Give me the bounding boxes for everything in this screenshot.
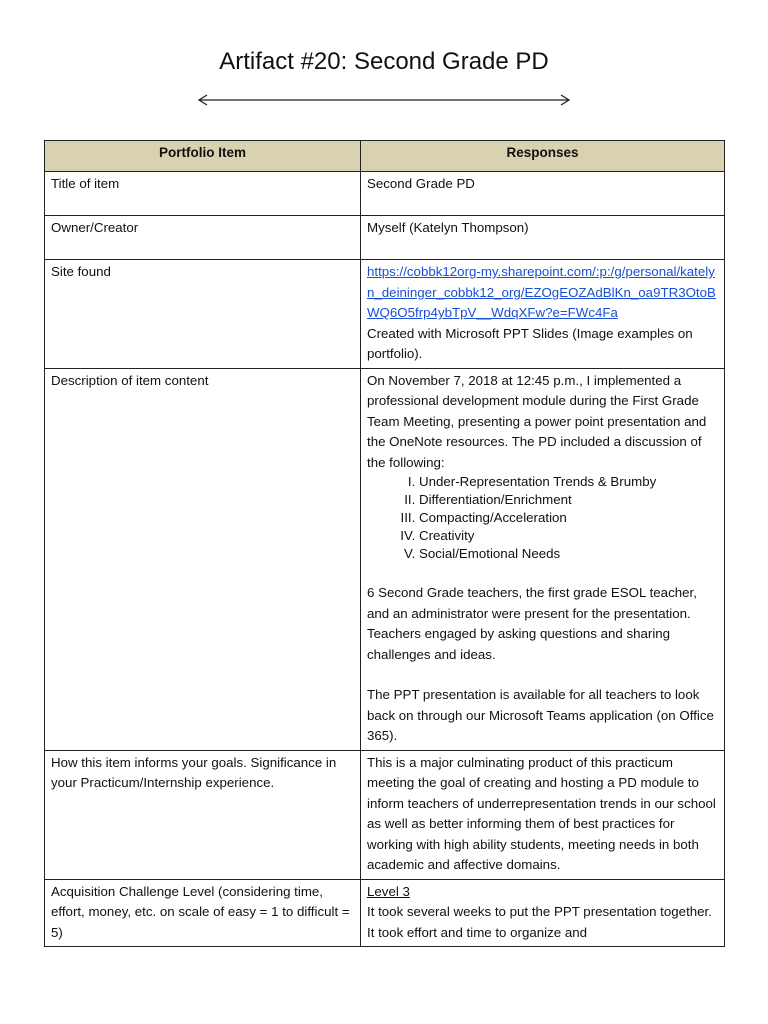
description-availability: The PPT presentation is available for all teachers to look back on through our Microsoft Teams application (on Office 365). [367, 687, 714, 743]
row-label: How this item informs your goals. Significance in your Practicum/Internship experience. [45, 750, 361, 879]
header-portfolio-item: Portfolio Item [45, 141, 361, 172]
row-response: Second Grade PD [361, 172, 725, 216]
description-attendance: 6 Second Grade teachers, the first grade ESOL teacher, and an administrator were present for the presentation. Teachers engaged by asking questions and sharing challenges and ideas. [367, 585, 697, 662]
table-row-description [45, 368, 725, 750]
row-response: Myself (Katelyn Thompson) [361, 216, 725, 260]
list-item: V. Social/Emotional Needs [419, 545, 718, 563]
row-response [361, 260, 725, 369]
list-item: II. Differentiation/Enrichment [419, 491, 718, 509]
table-row-owner [45, 216, 725, 260]
row-label: Title of item [45, 172, 361, 216]
table-row-site [45, 260, 725, 369]
page-title: Artifact #20: Second Grade PD [219, 48, 549, 75]
table-header-row [45, 141, 725, 172]
list-item: IV. Creativity [419, 527, 718, 545]
portfolio-table [44, 140, 725, 947]
row-label: Description of item content [45, 368, 361, 750]
list-item: III. Compacting/Acceleration [419, 509, 718, 527]
table-row-challenge [45, 879, 725, 947]
sharepoint-link[interactable]: https://cobbk12org-my.sharepoint.com/:p:/g/personal/katelyn_deininger_cobbk12_org/EZOgEOZAdBlKn_oa9TR3OtoBWQ6O5frp4ybTpV__WdqXFw?e=FWc4Fa [367, 264, 716, 320]
description-intro: On November 7, 2018 at 12:45 p.m., I implemented a professional development module during the First Grade Team Meeting, presenting a power point presentation and the OneNote resources. The PD included a discussion of the following: [367, 372, 707, 470]
row-label: Owner/Creator [45, 216, 361, 260]
table-row-title [45, 172, 725, 216]
header-responses: Responses [361, 141, 725, 172]
row-response [361, 879, 725, 947]
double-arrow-icon [196, 92, 572, 108]
row-response [361, 368, 725, 750]
row-response: This is a major culminating product of this practicum meeting the goal of creating and hosting a PD module to inform teachers of underrepresentation trends in our school as well as better informing them of best practices for working with high ability students, meeting needs in both academic and affective domains. [361, 750, 725, 879]
row-label: Acquisition Challenge Level (considering time, effort, money, etc. on scale of easy = 1 to difficult = 5) [45, 879, 361, 947]
challenge-text: It took several weeks to put the PPT presentation together. It took effort and time to organize and [367, 904, 712, 940]
table-row-goals [45, 750, 725, 879]
challenge-level: Level 3 [367, 883, 410, 899]
topic-list [367, 473, 718, 563]
site-note: Created with Microsoft PPT Slides (Image examples on portfolio). [367, 325, 693, 361]
list-item: I. Under-Representation Trends & Brumby [419, 473, 718, 491]
row-label: Site found [45, 260, 361, 369]
